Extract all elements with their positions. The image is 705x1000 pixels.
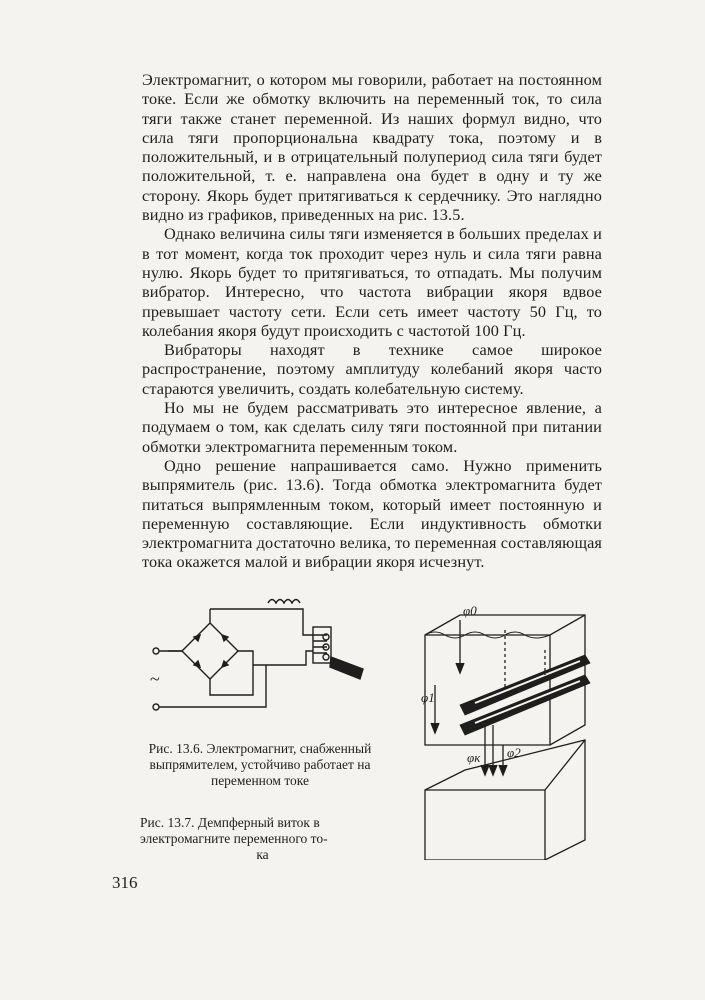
armature-block-icon <box>425 740 585 860</box>
paragraph-1: Электромагнит, о котором мы говорили, работает на постоянном токе. Если же обмотку включить на переменный ток, то сила тяги также станет переменной. Из наших формул видно, что сила тяги пропорциональна квадрату тока, поэтому и в положительный, и в отрицательный полупериод сила тяги будет положительной, т. е. направлена она будет в одну и ту же сторону. Якорь будет притягиваться к сердечнику. Это наглядно видно из графиков, приведенных на рис. 13.5. <box>142 70 602 225</box>
paragraph-2: Однако величина силы тяги изменяется в больших пределах и в тот момент, когда ток проходит через нуль и сила тяги равна нулю. Якорь будет то притягиваться, то отпадать. Мы получим вибратор. Интересно, что частота вибрации якоря вдвое превышает частоту сети. Если сеть имеет частоту 50 Гц, то колебания якоря будут происходить с частотой 100 Гц. <box>142 224 602 340</box>
paragraph-3: Вибраторы находят в технике самое широкое распространение, поэтому амплитуду колебаний якоря часто стараются увеличить, создать колебательную систему. <box>142 340 602 398</box>
paragraph-4: Но мы не будем рассматривать это интересное явление, а подумаем о том, как сделать силу тяги постоянной при питании обмотки электромагнита переменным током. <box>142 398 602 456</box>
terminal-icon <box>153 648 159 654</box>
figure-13-7-damper-diagram <box>405 595 605 860</box>
flux-label-phi0: φ0 <box>463 603 477 618</box>
armature-icon <box>330 657 363 679</box>
flux-label-phik: φк <box>467 750 481 765</box>
terminal-icon <box>153 704 159 710</box>
figure-13-7-caption-main: Рис. 13.7. Демпферный виток в электромагните переменного то- <box>140 815 328 846</box>
ac-source-symbol: ~ <box>150 669 160 689</box>
page-number: 316 <box>112 873 138 892</box>
figure-13-7-caption <box>140 815 385 863</box>
figure-13-6-caption: Рис. 13.6. Электромагнит, снабженный выпрямителем, устойчиво работает на переменном токе <box>148 741 372 788</box>
diode-bridge-icon <box>182 623 238 679</box>
choke-coil-icon <box>268 600 300 604</box>
paragraph-5: Одно решение напрашивается само. Нужно применить выпрямитель (рис. 13.6). Тогда обмотка электромагнита будет питаться выпрямленным током, который имеет постоянную и переменную составляющие. Если индуктивность обмотки электромагнита достаточно велика, то переменная составляющая тока окажется малой и вибрации якоря исчезнут. <box>142 455 602 572</box>
flux-label-phi1: φ1 <box>421 690 435 705</box>
figure-13-7-caption-end: ка <box>256 847 269 862</box>
figure-13-6-rectifier-diagram <box>148 595 388 725</box>
flux-label-phi2: φ2 <box>507 745 521 760</box>
body-text <box>142 70 602 572</box>
